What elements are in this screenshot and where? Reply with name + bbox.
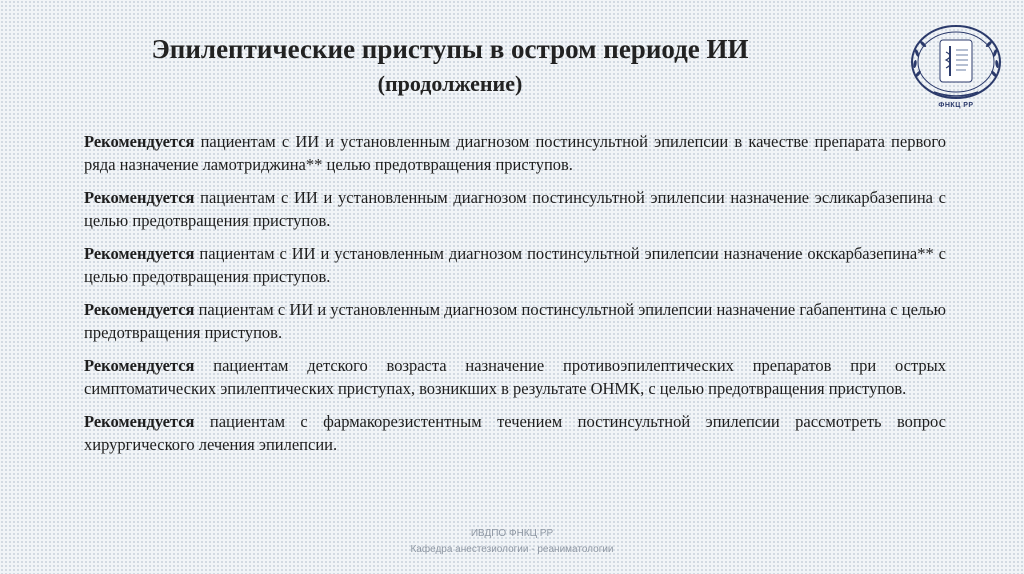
recommendation-text: пациентам с фармакорезистентным течением постинсультной эпилепсии рассмотреть вопрос хирургического лечения эпилепсии. [84,412,946,454]
recommendation-item [84,242,946,288]
recommendation-item [84,298,946,344]
logo-label: ФНКЦ РР [938,102,974,109]
recommendation-item [84,186,946,232]
institution-emblem-icon [904,22,1008,102]
recommendation-text: пациентам с ИИ и установленным диагнозом постинсультной эпилепсии назначение окскарбазепина** с целью предотвращения приступов. [84,244,946,286]
recommendation-keyword: Рекомендуется [84,244,195,263]
recommendation-text: пациентам с ИИ и установленным диагнозом постинсультной эпилепсии назначение габапентина с целью предотвращения приступов. [84,300,946,342]
recommendation-item [84,354,946,400]
recommendation-keyword: Рекомендуется [84,188,195,207]
institution-logo [904,22,1008,118]
recommendation-keyword: Рекомендуется [84,300,195,319]
recommendations-list [84,130,946,466]
slide-subtitle: (продолжение) [377,71,523,96]
recommendation-keyword: Рекомендуется [84,412,195,431]
footer-department: Кафедра анестезиологии - реаниматологии [410,544,614,555]
recommendation-text: пациентам с ИИ и установленным диагнозом постинсультной эпилепсии назначение эсликарбазепина с целью предотвращения приступов. [84,188,946,230]
slide-title: Эпилептические приступы в остром периоде ИИ [151,34,749,64]
recommendation-text: пациентам детского возраста назначение противоэпилептических препаратов при острых симптоматических эпилептических приступах, возникших в результате ОНМК, с целью предотвращения приступов. [84,356,946,398]
recommendation-item [84,130,946,176]
footer-organization: ИВДПО ФНКЦ РР [470,528,554,539]
recommendation-keyword: Рекомендуется [84,356,195,375]
recommendation-text: пациентам с ИИ и установленным диагнозом постинсультной эпилепсии в качестве препарата первого ряда назначение ламотриджина** целью предотвращения приступов. [84,132,946,174]
recommendation-keyword: Рекомендуется [84,132,195,151]
recommendation-item [84,410,946,456]
